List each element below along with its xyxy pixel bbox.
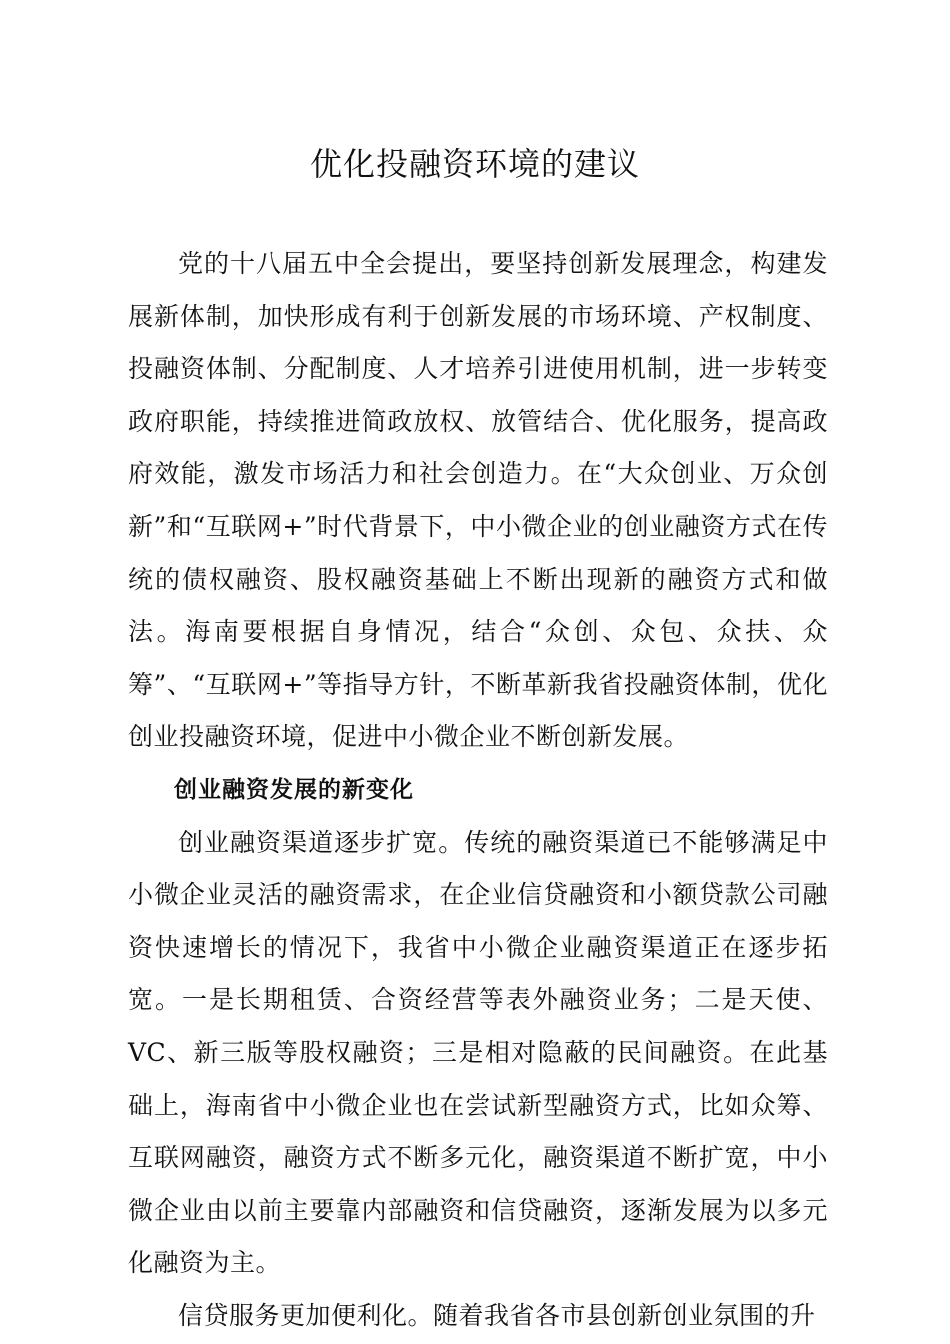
- paragraph-credit-service: 信贷服务更加便利化。随着我省各市县创新创业氛围的升: [178, 1300, 816, 1330]
- paragraph-intro: 党的十八届五中全会提出，要坚持创新发展理念，构建发展新体制，加快形成有利于创新发展的市场环境、产权制度、投融资体制、分配制度、人才培养引进使用机制，进一步转变政府职能，持续推进简政放权、放管结合、优化服务，提高政府效能，激发市场活力和社会创造力。在“大众创业、万众创新”和“互联网+”时代背景下，中小微企业的创业融资方式在传统的债权融资、股权融资基础上不断出现新的融资方式和做法。海南要根据自身情况，结合“众创、众包、众扶、众筹”、“互联网+”等指导方针，不断革新我省投融资体制，优化创业投融资环境，促进中小微企业不断创新发展。: [128, 249, 828, 752]
- document-title: 优化投融资环境的建议: [309, 145, 640, 183]
- document-body: [128, 238, 828, 1342]
- paragraph-financing-channels: 创业融资渠道逐步扩宽。传统的融资渠道已不能够满足中小微企业灵活的融资需求，在企业信贷融资和小额贷款公司融资快速增长的情况下，我省中小微企业融资渠道正在逐步拓宽。一是长期租赁、合资经营等表外融资业务；二是天使、VC、新三版等股权融资；三是相对隐蔽的民间融资。在此基础上，海南省中小微企业也在尝试新型融资方式，比如众筹、互联网融资，融资方式不断多元化，融资渠道不断扩宽，中小微企业由以前主要靠内部融资和信贷融资，逐渐发展为以多元化融资为主。: [128, 827, 828, 1278]
- section-heading: 创业融资发展的新变化: [174, 776, 414, 803]
